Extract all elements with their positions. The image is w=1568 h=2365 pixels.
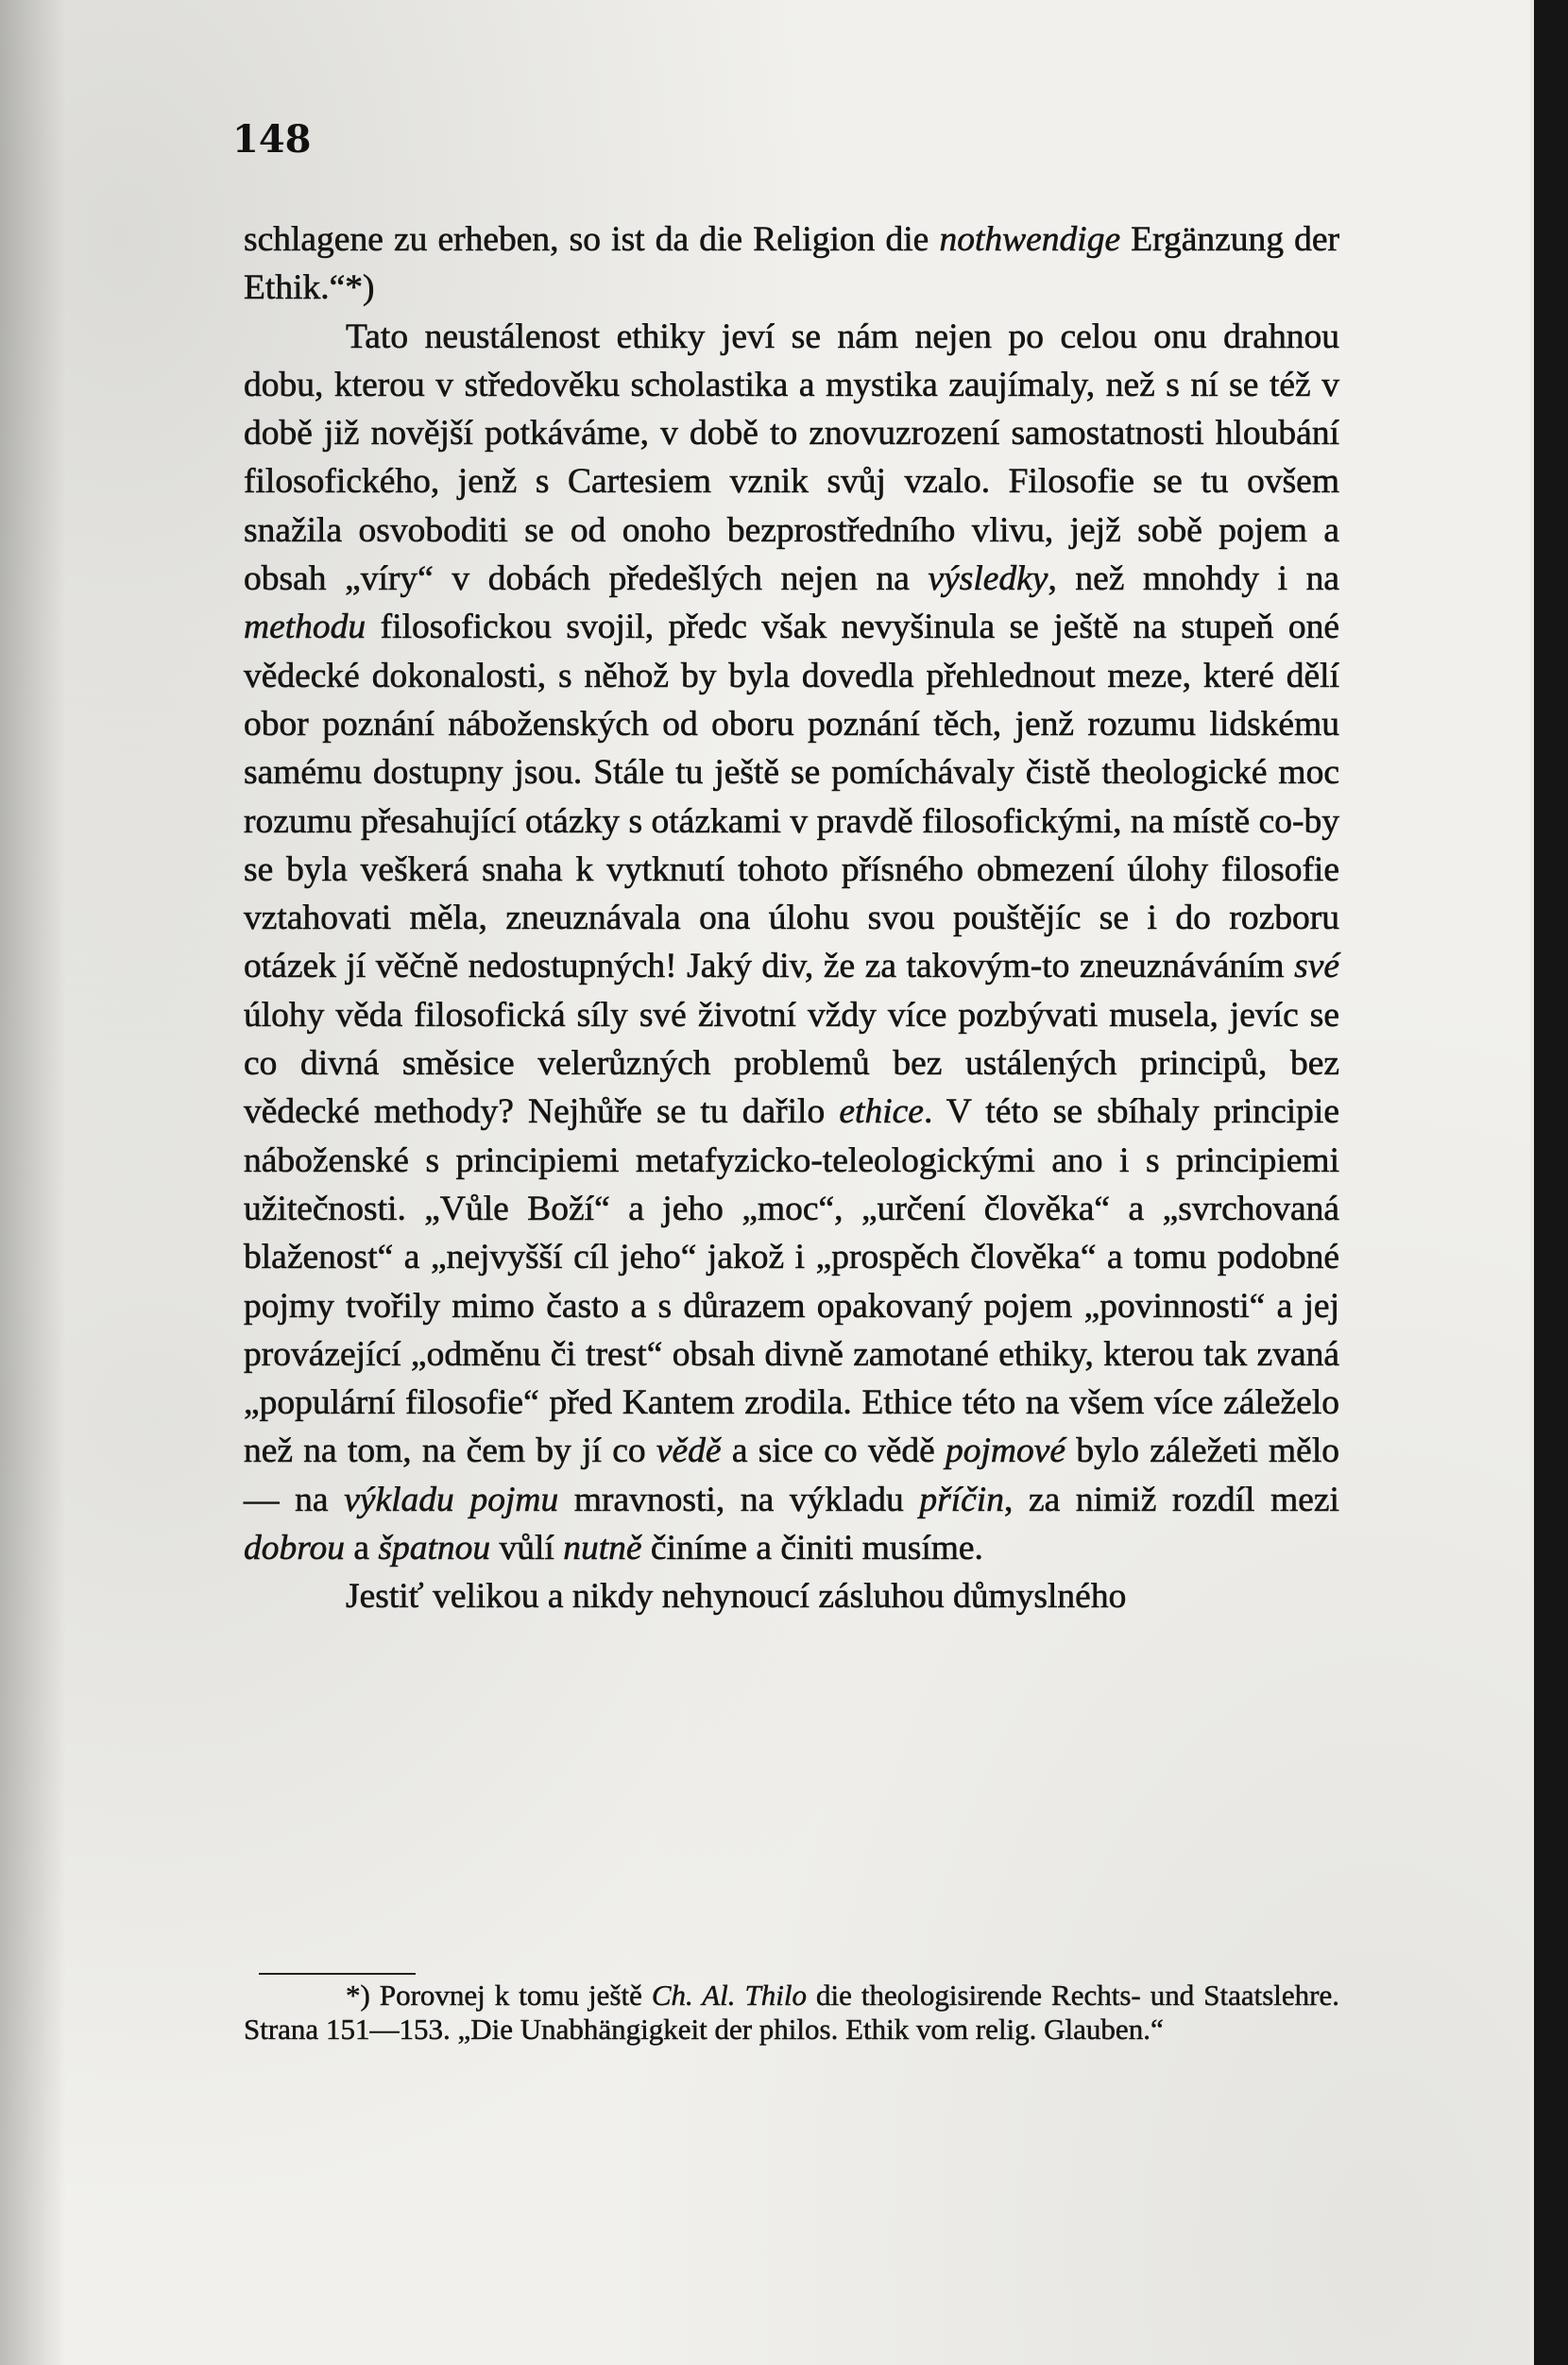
italic-run: nutně (563, 1529, 642, 1568)
text-run: schlagene zu erheben, so ist da die Religion die (244, 220, 940, 259)
text-run: , za nimiž rozdíl mezi (1003, 1480, 1339, 1519)
italic-run: nothwendige (939, 220, 1121, 259)
italic-run: výkladu pojmu (344, 1480, 559, 1519)
text-run: Jestiť velikou a nikdy nehynoucí zásluhou důmyslného (346, 1577, 1127, 1617)
page-number: 148 (232, 117, 312, 162)
text-run: bylo záležeti mělo — na (244, 1431, 1339, 1519)
italic-run: špatnou (378, 1529, 491, 1568)
footnote-divider (259, 1973, 416, 1975)
text-run: mravnosti, na výkladu (558, 1480, 920, 1519)
italic-run: své (1294, 947, 1339, 986)
body-text (244, 215, 1339, 1621)
italic-run: Ch. Al. Thilo (651, 1979, 808, 2012)
italic-run: dobrou (244, 1529, 345, 1568)
footnote (244, 1979, 1339, 2047)
text-run: die theologisirende Rechts- und Staatslehre. Strana 151—153. „Die Unabhängigkeit der philos. Ethik vom relig. Glauben.“ (244, 1979, 1340, 2046)
paragraph (244, 1572, 1339, 1620)
text-run: Ergänzung der Ethik.“*) (244, 220, 1339, 308)
text-run: . V této se sbíhaly principie náboženské s principiemi metafyzicko-teleologickými ano i s principiemi užitečnosti. „Vůle Boží“ a jeho „moc“, „určení člověka“ a „svrchovaná blaženost“ a „nejvyšší cíl jeho“ jakož i „prospěch člověka“ a tomu podobné pojmy tvořily mimo často a s důrazem opakovaný pojem „povinnosti“ a jej provázející „odměnu či trest“ obsah divně zamotané ethiky, kterou tak zvaná „populární filosofie“ před Kantem zrodila. Ethice této na všem více záleželo než na tom, na čem by jí co (244, 1092, 1339, 1471)
paragraph (244, 215, 1339, 313)
text-run: Tato neustálenost ethiky jeví se nám nejen po celou onu drahnou dobu, kterou v středověku scholastika a mystika zaujímaly, než s ní se též v době již novější potkáváme, v době to znovuzrození samostatnosti hloubání filosofického, jenž s Cartesiem vznik svůj vzalo. Filosofie se tu ovšem snažila osvoboditi se od onoho bezprostředního vlivu, jejž sobě pojem a obsah „víry“ v dobách předešlých nejen na (244, 317, 1339, 599)
text-run: činíme a činiti musíme. (641, 1529, 983, 1568)
italic-run: výsledky (928, 559, 1048, 599)
scan-border (1530, 0, 1568, 2365)
text-run: *) Porovnej k tomu ještě (346, 1979, 652, 2012)
footnote-text (244, 1979, 1339, 2047)
italic-run: vědě (656, 1431, 722, 1471)
text-run: vůlí (490, 1529, 564, 1568)
italic-run: příčin (919, 1480, 1004, 1519)
italic-run: ethice (839, 1092, 924, 1132)
page-edge-shadow (0, 0, 66, 2365)
text-run: a (344, 1529, 379, 1568)
text-run: úlohy věda filosofická síly své životní vždy více pozbývati musela, jevíc se co divná směsice velerůzných problemů bez ustálených principů, bez vědecké methody? Nejhůře se tu dařilo (244, 995, 1339, 1132)
italic-run: methodu (244, 608, 366, 647)
text-run: a sice co vědě (721, 1431, 946, 1471)
italic-run: pojmové (946, 1431, 1066, 1471)
text-run: , než mnohdy i na (1048, 559, 1339, 599)
text-run: filosofickou svojil, předc však nevyšinula se ještě na stupeň oné vědecké dokonalosti, s něhož by byla dovedla přehlednout meze, které dělí obor poznání náboženských od oboru poznání těch, jenž rozumu lidskému samému dostupny jsou. Stále tu ještě se pomíchávaly čistě theologické moc rozumu přesahující otázky s otázkami v pravdě filosofickými, na místě co-by se byla veškerá snaha k vytknutí tohoto přísného obmezení úlohy filosofie vztahovati měla, zneuznávala ona úlohu svou pouštějíc se i do rozboru otázek jí věčně nedostupných! Jaký div, že za takovým-to zneuznáváním (244, 608, 1339, 986)
paragraph (244, 313, 1339, 1573)
